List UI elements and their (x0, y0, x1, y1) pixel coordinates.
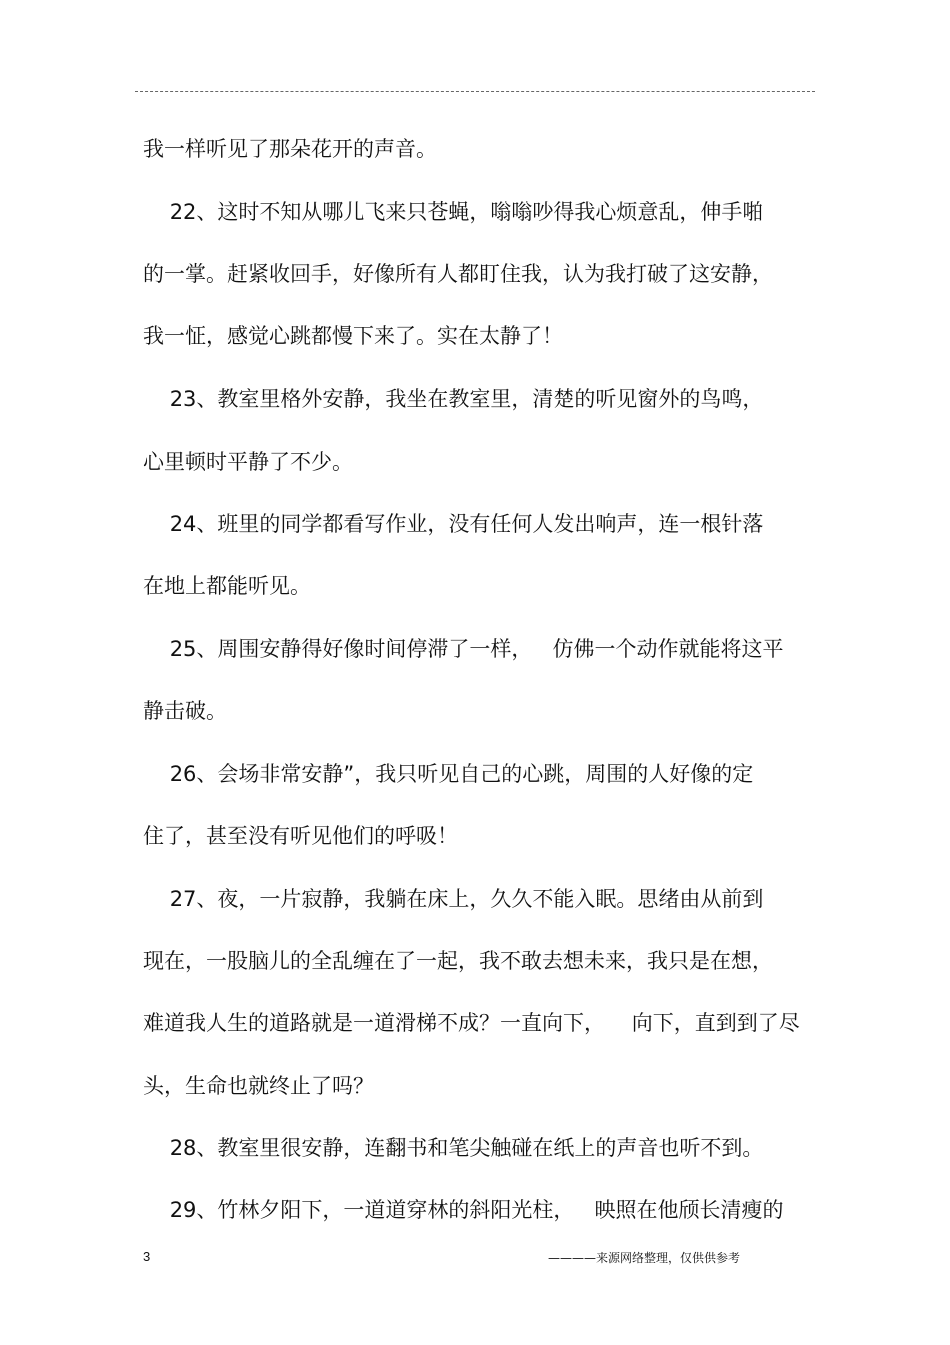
footer-source-note: ————来源网络整理，仅供供参考 (548, 1251, 741, 1265)
text-line: 住了，甚至没有听见他们的呼吸！ (143, 824, 458, 848)
text-line: 心里顿时平静了不少。 (143, 450, 353, 474)
text-line: 29、竹林夕阳下，一道道穿林的斜阳光柱， 映照在他颀长清瘦的 (143, 1198, 784, 1222)
text-line: 现在，一股脑儿的全乱缠在了一起，我不敢去想未来，我只是在想， (143, 949, 773, 973)
header-divider (135, 91, 815, 92)
text-line: 28、教室里很安静，连翻书和笔尖触碰在纸上的声音也听不到。 (143, 1136, 764, 1160)
text-line: 静击破。 (143, 699, 227, 723)
text-line: 难道我人生的道路就是一道滑梯不成？一直向下， 向下，直到到了尽 (143, 1011, 800, 1035)
text-line: 22、这时不知从哪儿飞来只苍蝇，嗡嗡吵得我心烦意乱，伸手啪 (143, 200, 764, 224)
text-line: 23、教室里格外安静，我坐在教室里，清楚的听见窗外的鸟鸣， (143, 387, 764, 411)
text-line: 我一怔，感觉心跳都慢下来了。实在太静了！ (143, 324, 563, 348)
text-line: 25、周围安静得好像时间停滞了一样， 仿佛一个动作就能将这平 (143, 637, 784, 661)
page-number: 3 (143, 1249, 151, 1264)
text-line: 在地上都能听见。 (143, 574, 311, 598)
text-line: 我一样听见了那朵花开的声音。 (143, 137, 437, 161)
text-line: 27、夜，一片寂静，我躺在床上，久久不能入眠。思绪由从前到 (143, 887, 764, 911)
text-line: 24、班里的同学都看写作业，没有任何人发出响声，连一根针落 (143, 512, 764, 536)
text-line: 的一掌。赶紧收回手，好像所有人都盯住我，认为我打破了这安静， (143, 262, 773, 286)
text-line: 26、会场非常安静”，我只听见自己的心跳，周围的人好像的定 (143, 762, 754, 786)
text-line: 头，生命也就终止了吗？ (143, 1074, 374, 1098)
